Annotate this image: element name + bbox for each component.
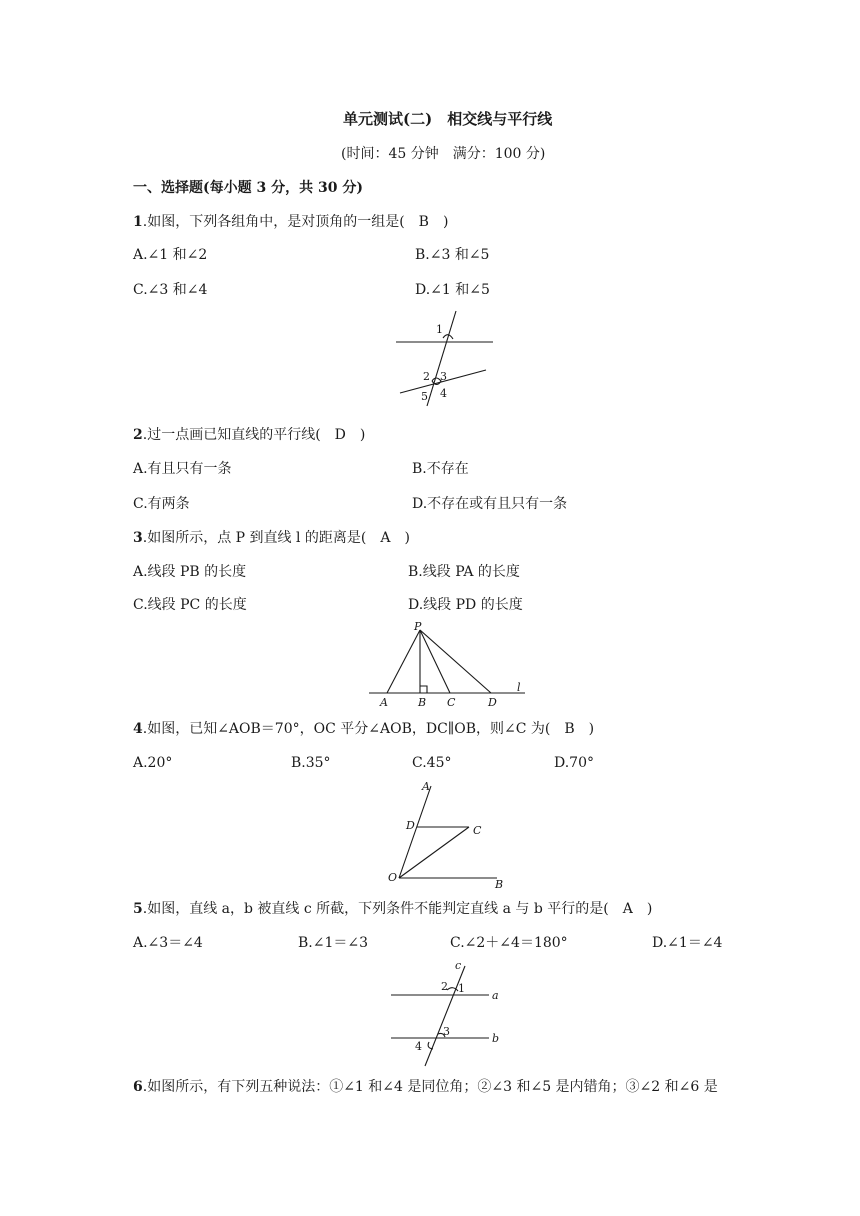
label-2: 2 xyxy=(441,980,448,993)
q5-option-c: C.∠2＋∠4＝180° xyxy=(450,935,568,951)
question-text: .过一点画已知直线的平行线( D ) xyxy=(142,427,366,443)
label-C: C xyxy=(447,696,456,709)
label-c: c xyxy=(455,959,462,972)
segment-PD xyxy=(420,630,491,693)
q2-option-b: B.不存在 xyxy=(412,461,469,477)
question-text: .如图，直线 a，b 被直线 c 所截，下列条件不能判定直线 a 与 b 平行的是( A ) xyxy=(142,901,653,917)
question-number: 6 xyxy=(133,1079,143,1095)
question-number: 1 xyxy=(133,214,143,230)
q1-option-b: B.∠3 和∠5 xyxy=(415,247,490,263)
label-3: 3 xyxy=(440,370,447,383)
label-4: 4 xyxy=(415,1040,422,1053)
question-1-stem xyxy=(133,213,448,231)
question-6-stem xyxy=(133,1078,718,1096)
question-number: 5 xyxy=(133,901,143,917)
section-title: 一、选择题(每小题 3 分，共 30 分) xyxy=(133,180,363,196)
question-3-stem xyxy=(133,529,410,547)
label-1: 1 xyxy=(436,323,443,336)
q3-option-d: D.线段 PD 的长度 xyxy=(408,597,523,613)
label-C: C xyxy=(473,824,482,837)
right-angle-mark xyxy=(420,686,427,693)
question-text: .如图，已知∠AOB＝70°，OC 平分∠AOB，DC∥OB，则∠C 为( B ) xyxy=(142,721,595,737)
exam-info: (时间：45 分钟 满分：100 分) xyxy=(341,146,546,162)
q4-option-b: B.35° xyxy=(291,755,331,771)
q5-option-a: A.∠3＝∠4 xyxy=(133,935,203,951)
question-2-stem xyxy=(133,426,365,444)
question-4-stem xyxy=(133,720,594,738)
label-A: A xyxy=(380,696,388,709)
ray-OC xyxy=(399,827,469,878)
label-A: A xyxy=(422,780,430,793)
label-P: P xyxy=(414,620,422,633)
q2-option-a: A.有且只有一条 xyxy=(133,461,232,477)
q1-option-d: D.∠1 和∠5 xyxy=(415,282,490,298)
label-D: D xyxy=(488,696,497,709)
q2-option-c: C.有两条 xyxy=(133,496,190,512)
page-title: 单元测试(二) 相交线与平行线 xyxy=(343,110,553,128)
segment-PC xyxy=(420,630,450,693)
label-1: 1 xyxy=(458,982,465,995)
question-text: .如图所示，有下列五种说法：①∠1 和∠4 是同位角；②∠3 和∠5 是内错角；③∠2 和∠6 是 xyxy=(142,1079,718,1095)
q5-figure xyxy=(385,958,515,1070)
q4-option-c: C.45° xyxy=(412,755,452,771)
q1-figure xyxy=(390,305,500,410)
label-l: l xyxy=(517,681,521,694)
q4-figure xyxy=(385,778,515,893)
q2-option-d: D.不存在或有且只有一条 xyxy=(412,496,568,512)
label-a: a xyxy=(492,989,499,1002)
question-text: .如图所示，点 P 到直线 l 的距离是( A ) xyxy=(142,530,410,546)
question-number: 3 xyxy=(133,530,143,546)
label-O: O xyxy=(388,871,398,884)
q4-option-d: D.70° xyxy=(554,755,594,771)
question-number: 4 xyxy=(133,721,143,737)
q1-option-a: A.∠1 和∠2 xyxy=(133,247,208,263)
question-5-stem xyxy=(133,900,652,918)
q3-figure xyxy=(365,620,535,710)
label-5: 5 xyxy=(421,390,428,403)
label-b: b xyxy=(492,1032,500,1045)
q4-option-a: A.20° xyxy=(133,755,173,771)
label-4: 4 xyxy=(440,387,447,400)
q1-option-c: C.∠3 和∠4 xyxy=(133,282,208,298)
label-B: B xyxy=(495,878,504,891)
q3-option-a: A.线段 PB 的长度 xyxy=(133,564,247,580)
q3-option-b: B.线段 PA 的长度 xyxy=(408,564,520,580)
label-2: 2 xyxy=(423,370,430,383)
question-text: .如图，下列各组角中，是对顶角的一组是( B ) xyxy=(142,214,449,230)
ray-OA xyxy=(399,786,431,878)
question-number: 2 xyxy=(133,427,143,443)
label-D: D xyxy=(406,819,415,832)
q5-option-b: B.∠1＝∠3 xyxy=(298,935,369,951)
segment-PA xyxy=(387,630,420,693)
label-B: B xyxy=(418,696,427,709)
q3-option-c: C.线段 PC 的长度 xyxy=(133,597,247,613)
label-3: 3 xyxy=(443,1025,450,1038)
q5-option-d: D.∠1＝∠4 xyxy=(652,935,723,951)
